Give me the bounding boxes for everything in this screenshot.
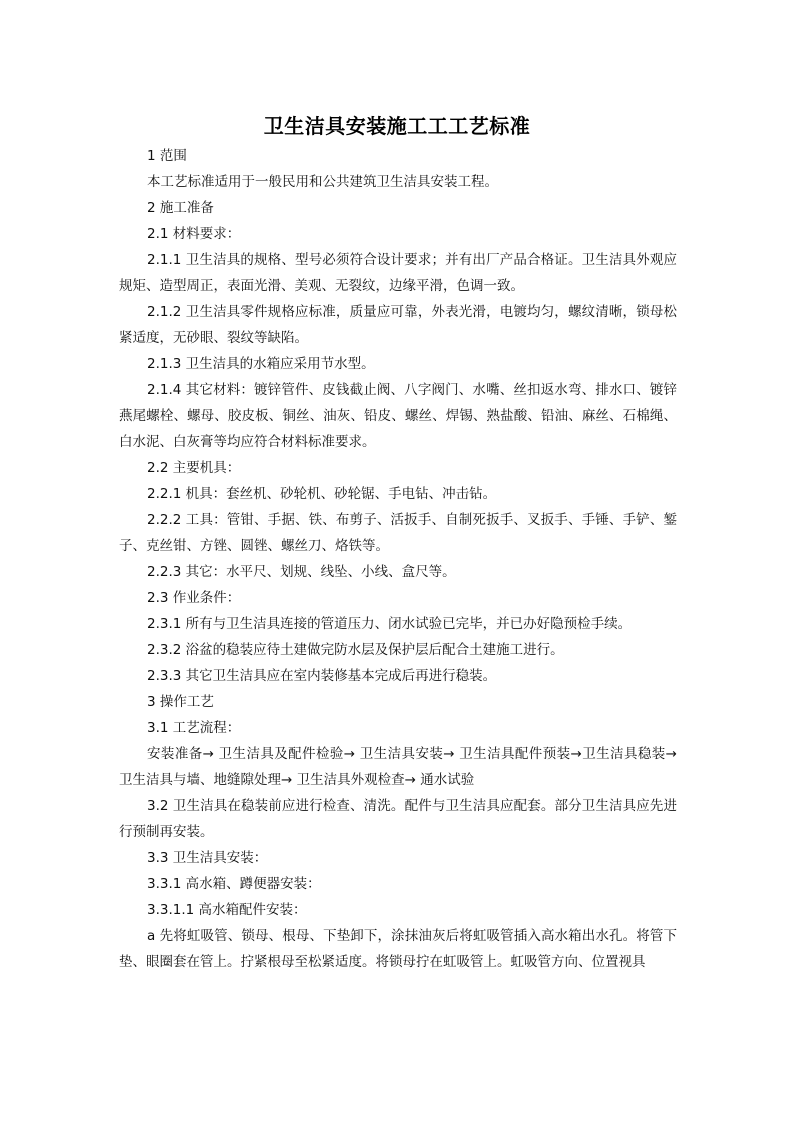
paragraph: 3.1 工艺流程： bbox=[147, 720, 241, 736]
paragraph: a 先将虹吸管、锁母、根母、下垫卸下，涂抹油灰后将虹吸管插入高水箱出水孔。将管下垫、眼圈套在管上。拧紧根母至松紧适度。将锁母拧在虹吸管上。虹吸管方向、位置视具 bbox=[119, 928, 677, 970]
paragraph: 2.2 主要机具： bbox=[147, 460, 241, 476]
paragraph: 1 范围 bbox=[147, 148, 187, 164]
paragraph: 2.3 作业条件： bbox=[147, 590, 241, 606]
paragraph: 3 操作工艺 bbox=[147, 694, 214, 710]
paragraph: 2.2.1 机具：套丝机、砂轮机、砂轮锯、手电钻、冲击钻。 bbox=[147, 486, 497, 502]
paragraph: 2.2.3 其它：水平尺、划规、线坠、小线、盒尺等。 bbox=[147, 564, 456, 580]
paragraph: 2 施工准备 bbox=[147, 200, 214, 216]
paragraph: 2.2.2 工具：管钳、手据、铁、布剪子、活扳手、自制死扳手、叉扳手、手锤、手铲、錾子、克丝钳、方锉、圆锉、螺丝刀、烙铁等。 bbox=[119, 512, 677, 554]
paragraph: 本工艺标准适用于一般民用和公共建筑卫生洁具安装工程。 bbox=[147, 174, 498, 190]
paragraph: 2.1.1 卫生洁具的规格、型号必须符合设计要求；并有出厂产品合格证。卫生洁具外观应规矩、造型周正，表面光滑、美观、无裂纹，边缘平滑，色调一致。 bbox=[119, 252, 677, 294]
document-title: 卫生洁具安装施工工工艺标准 bbox=[263, 114, 531, 138]
paragraph: 2.1.3 卫生洁具的水箱应采用节水型。 bbox=[147, 356, 375, 372]
paragraph: 2.3.3 其它卫生洁具应在室内装修基本完成后再进行稳装。 bbox=[147, 668, 497, 684]
paragraph: 3.3.1.1 高水箱配件安装： bbox=[147, 902, 307, 918]
paragraph: 安装准备→ 卫生洁具及配件检验→ 卫生洁具安装→ 卫生洁具配件预装→卫生洁具稳装→ 卫生洁具与墙、地缝隙处理→ 卫生洁具外观检查→ 通水试验 bbox=[119, 746, 677, 788]
paragraph: 3.3 卫生洁具安装： bbox=[147, 850, 268, 866]
paragraph: 2.1.4 其它材料：镀锌管件、皮钱截止阀、八字阀门、水嘴、丝扣返水弯、排水口、镀锌燕尾螺栓、螺母、胶皮板、铜丝、油灰、铅皮、螺丝、焊锡、熟盐酸、铅油、麻丝、石棉绳、白水泥、白灰膏等均应符合材料标准要求。 bbox=[119, 382, 677, 450]
document-body bbox=[119, 143, 677, 975]
paragraph: 2.3.2 浴盆的稳装应待土建做完防水层及保护层后配合土建施工进行。 bbox=[147, 642, 564, 658]
paragraph: 2.1 材料要求： bbox=[147, 226, 241, 242]
paragraph: 2.3.1 所有与卫生洁具连接的管道压力、闭水试验已完毕，并已办好隐预检手续。 bbox=[147, 616, 632, 632]
paragraph: 2.1.2 卫生洁具零件规格应标准，质量应可靠，外表光滑，电镀均匀，螺纹清晰，锁母松紧适度，无砂眼、裂纹等缺陷。 bbox=[119, 304, 677, 346]
paragraph: 3.2 卫生洁具在稳装前应进行检查、清洗。配件与卫生洁具应配套。部分卫生洁具应先进行预制再安装。 bbox=[119, 798, 677, 840]
paragraph: 3.3.1 高水箱、蹲便器安装： bbox=[147, 876, 321, 892]
